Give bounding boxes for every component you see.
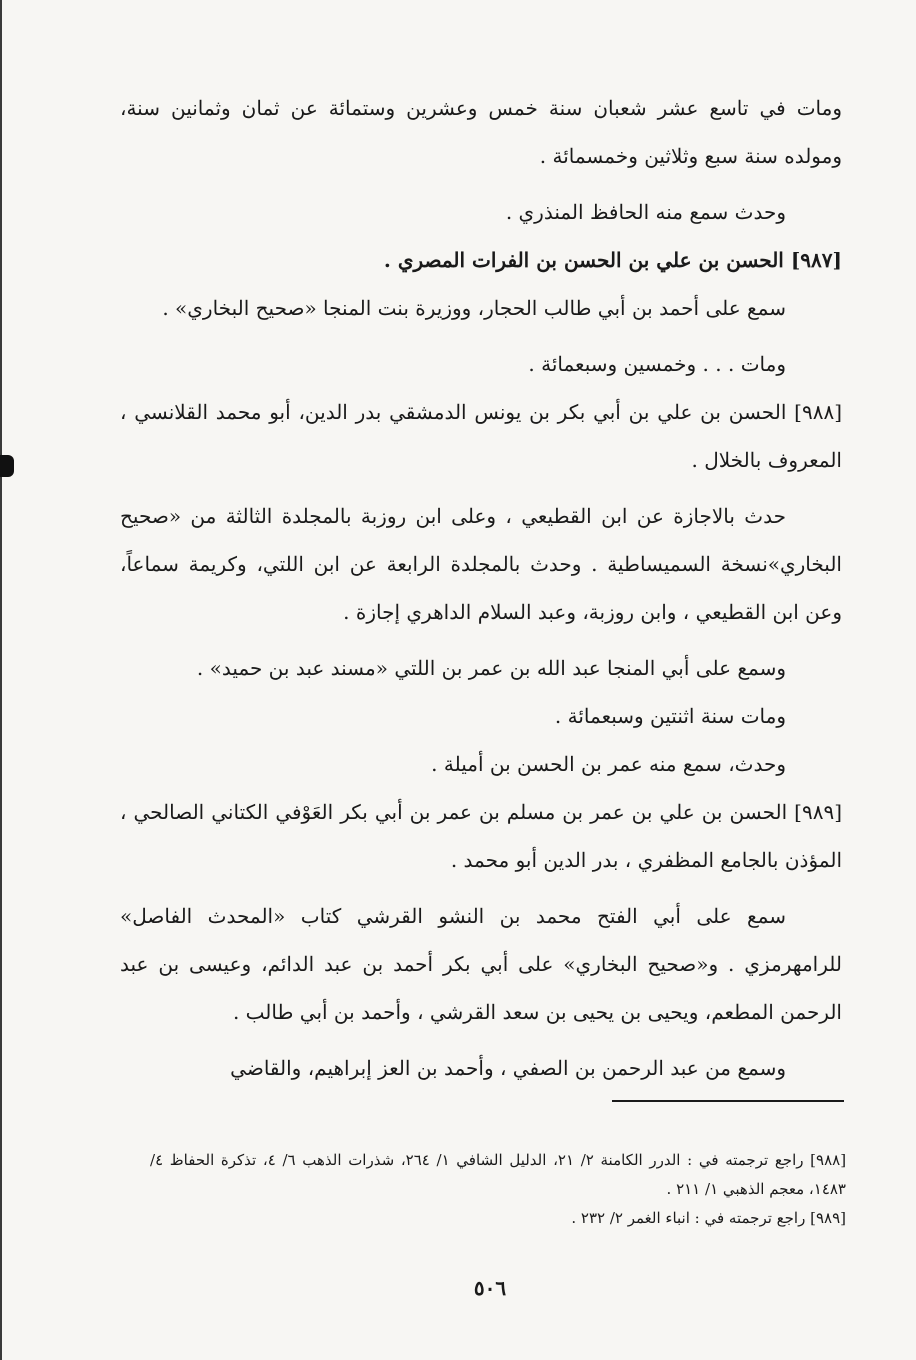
paragraph-987-death: ومات . . . وخمسين وسبعمائة . [528, 352, 786, 376]
footnote-988: [٩٨٨] راجع ترجمته في : الدرر الكامنة ٢/ ٢١، الدليل الشافي ١/ ٢٦٤، شذرات الذهب ٦/ ٤، تذكرة الحفاظ ٤/ ١٤٨٣، معجم الذهبي ١/ ٢١١ . [150, 1151, 847, 1198]
paragraph-987-hearing: سمع على أحمد بن أبي طالب الحجار، ووزيرة بنت المنجا «صحيح البخاري» . [162, 296, 786, 320]
page-edge-mark [0, 455, 14, 477]
entry-heading-987: [٩٨٧] الحسن بن علي بن الحسن بن الفرات المصري . [383, 248, 842, 272]
page-number: ٥٠٦ [473, 1276, 507, 1300]
page-edge-line [0, 0, 2, 1360]
paragraph-988-hearing: وسمع على أبي المنجا عبد الله بن عمر بن اللتي «مسند عبد بن حميد» . [196, 656, 786, 680]
entry-heading-988: [٩٨٨] الحسن بن علي بن أبي بكر بن يونس الدمشقي بدر الدين، أبو محمد القلانسي ، المعروف بالخلال . [120, 400, 842, 472]
paragraph-989-continued: وسمع من عبد الرحمن بن الصفي ، وأحمد بن العز إبراهيم، والقاضي [230, 1056, 786, 1080]
paragraph-narration: وحدث سمع منه الحافظ المنذري . [505, 200, 786, 224]
paragraph-989-hearing: سمع على أبي الفتح محمد بن النشو القرشي كتاب «المحدث الفاصل» للرامهرمزي . و«صحيح البخاري» على أبي بكر أحمد بن عبد الدائم، وعيسى بن عبد الرحمن المطعم، ويحيى بن يحيى بن سعد القرشي ، وأحمد بن أبي طالب . [120, 904, 842, 1024]
paragraph-988-death: ومات سنة اثنتين وسبعمائة . [554, 704, 786, 728]
footnote-989: [٩٨٩] راجع ترجمته في : انباء الغمر ٢/ ٢٣٢ . [571, 1209, 846, 1227]
entry-heading-989: [٩٨٩] الحسن بن علي بن عمر بن مسلم بن عمر بن أبي بكر العَوْفي الكتاني الصالحي ، المؤذن بالجامع المظفري ، بدر الدين أبو محمد . [120, 800, 842, 872]
main-text-body [120, 84, 842, 1092]
paragraph-death-date: ومات في تاسع عشر شعبان سنة خمس وعشرين وستمائة عن ثمان وثمانين سنة، ومولده سنة سبع وثلاثين وخمسمائة . [120, 96, 842, 168]
footnotes-section [150, 1146, 846, 1233]
paragraph-988-narration: حدث بالاجازة عن ابن القطيعي ، وعلى ابن روزبة بالمجلدة الثالثة من «صحيح البخاري»نسخة السميساطية . وحدث بالمجلدة الرابعة عن ابن اللتي، وكريمة سماعاً، وعن ابن القطيعي ، وابن روزبة، وعبد السلام الداهري إجازة . [120, 504, 842, 624]
footnote-separator [612, 1100, 844, 1102]
paragraph-988-students: وحدث، سمع منه عمر بن الحسن بن أميلة . [431, 752, 786, 776]
